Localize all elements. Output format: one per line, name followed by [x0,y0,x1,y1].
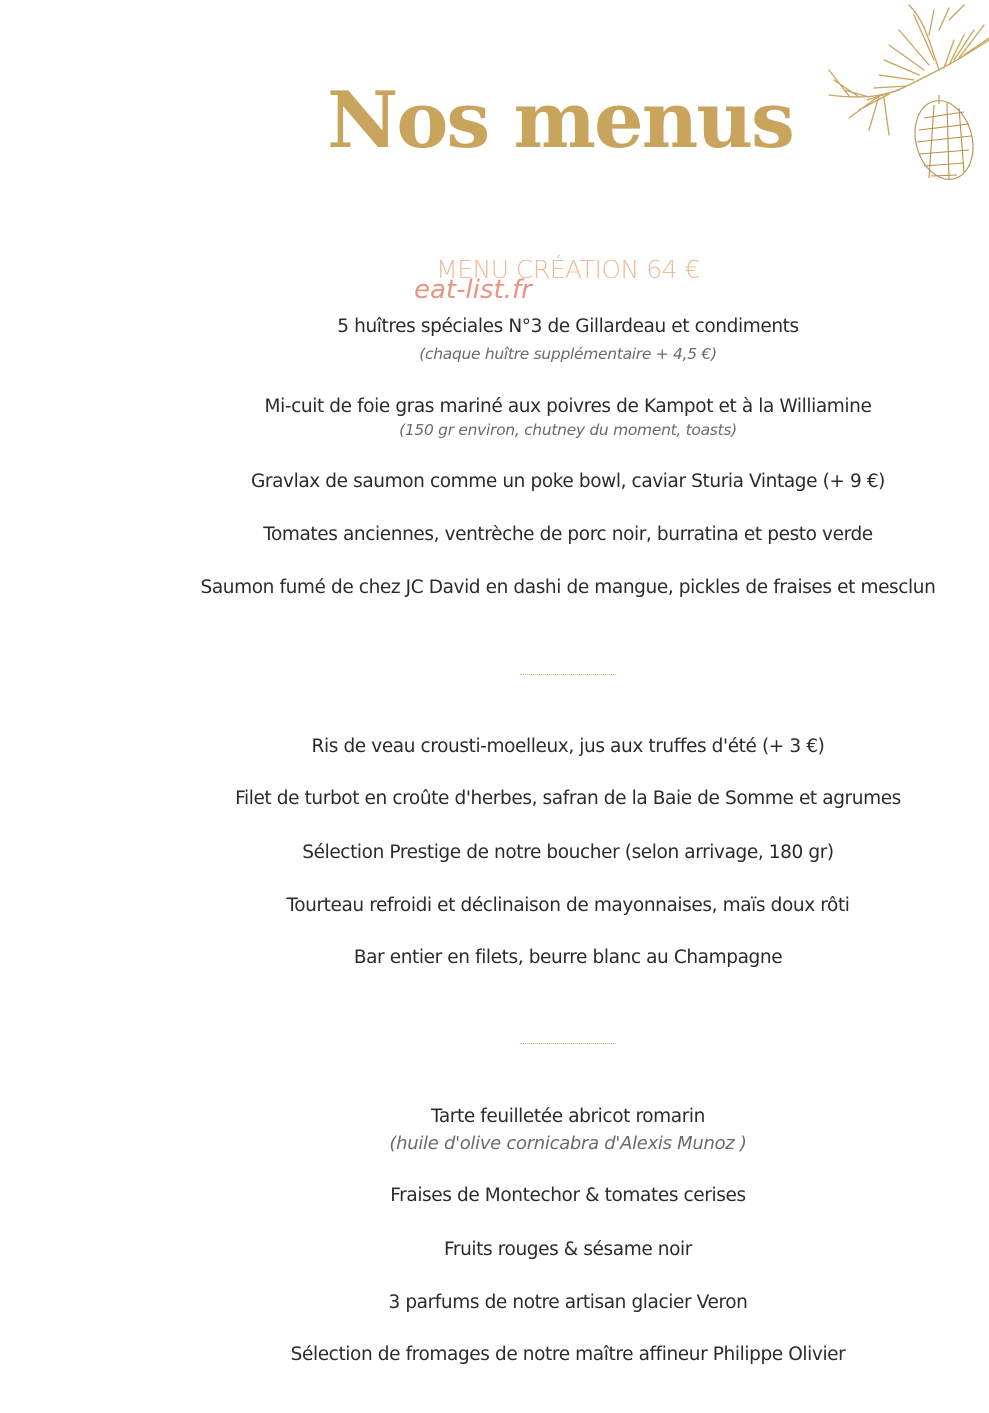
menu-item: Sélection de fromages de notre maître affineur Philippe Olivier [290,1344,846,1365]
menu-item: Filet de turbot en croûte d'herbes, safran de la Baie de Somme et agrumes [235,788,901,809]
section-divider [520,1043,616,1044]
menu-item: 3 parfums de notre artisan glacier Veron [388,1292,748,1313]
menu-item: Saumon fumé de chez JC David en dashi de mangue, pickles de fraises et mesclun [200,577,936,598]
menu-item: Bar entier en filets, beurre blanc au Champagne [353,947,783,968]
pine-branch-icon [789,0,989,190]
menu-item: Ris de veau crousti-moelleux, jus aux truffes d'été (+ 3 €) [311,736,825,757]
menu-item: Tarte feuilletée abricot romarin [430,1106,705,1127]
menu-item: Tourteau refroidi et déclinaison de mayonnaises, maïs doux rôti [286,895,850,916]
menu-item: Fruits rouges & sésame noir [443,1239,692,1260]
menu-item: Tomates anciennes, ventrèche de porc noir, burratina et pesto verde [263,524,873,545]
menu-item: 5 huîtres spéciales N°3 de Gillardeau et condiments [337,316,799,337]
menu-item: Mi-cuit de foie gras mariné aux poivres de Kampot et à la Williamine [264,396,872,417]
menu-title: MENU CRÉATION 64 € [436,255,700,284]
menu-item-note: (150 gr environ, chutney du moment, toasts) [399,421,737,439]
menu-item: Gravlax de saumon comme un poke bowl, caviar Sturia Vintage (+ 9 €) [250,471,886,492]
menu-item-note: (chaque huître supplémentaire + 4,5 €) [419,345,717,363]
watermark: eat-list.fr [414,275,532,305]
menu-item: Sélection Prestige de notre boucher (selon arrivage, 180 gr) [302,842,834,863]
page-title: Nos menus [327,75,793,166]
menu-item: Fraises de Montechor & tomates cerises [390,1185,746,1206]
menu-item-note: (huile d'olive cornicabra d'Alexis Munoz ) [389,1133,747,1154]
section-divider [520,674,616,675]
